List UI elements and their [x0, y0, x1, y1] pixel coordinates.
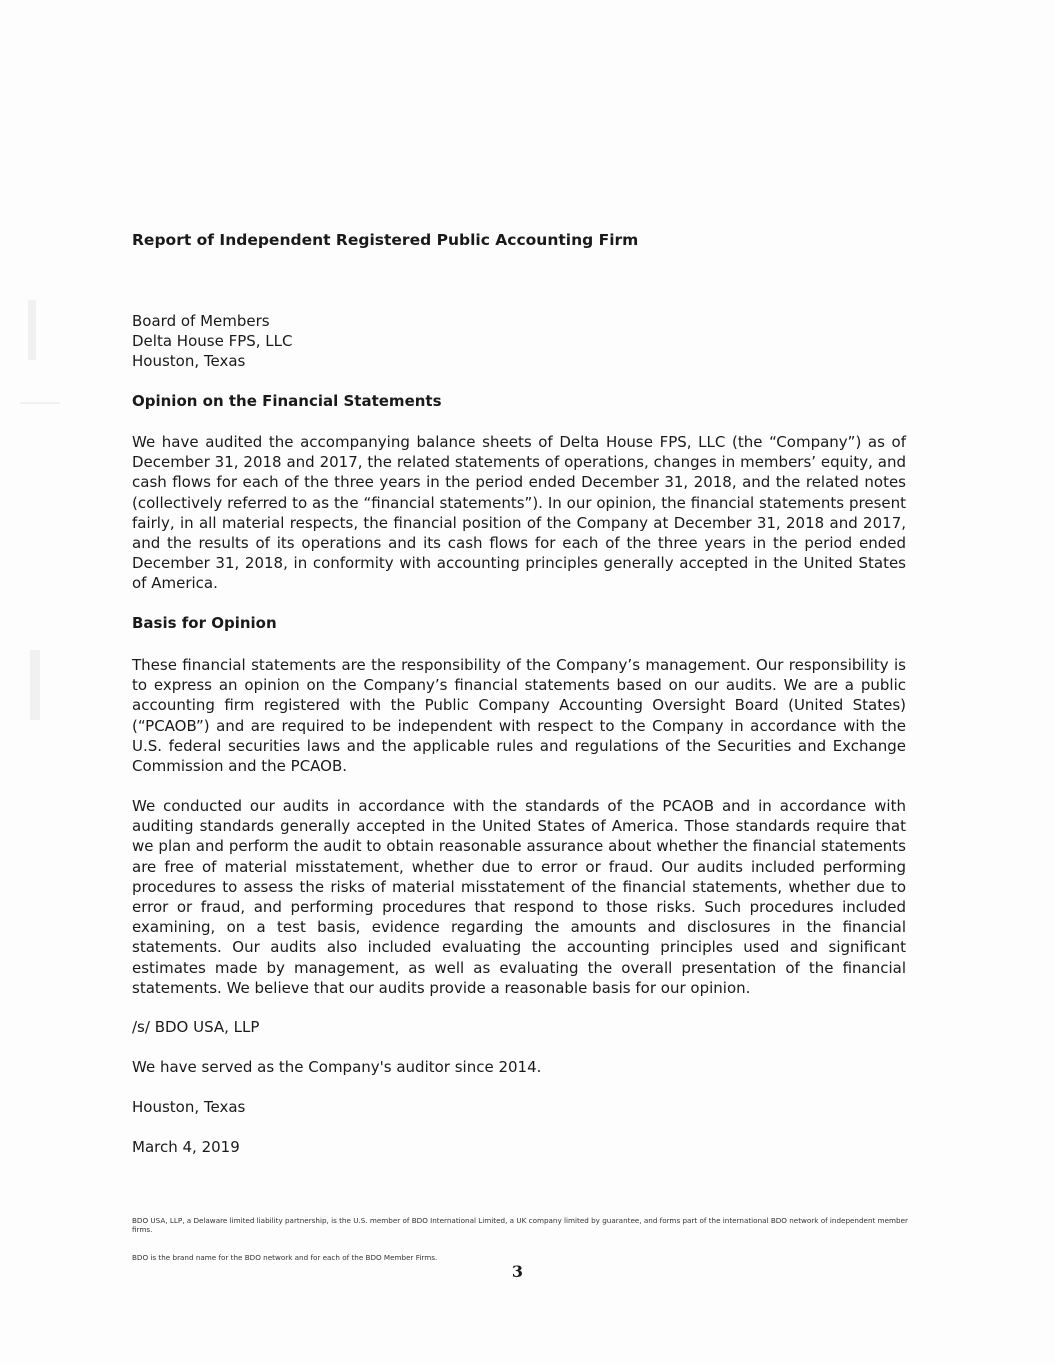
addressee-line: Houston, Texas — [132, 352, 246, 371]
scan-artifact — [20, 402, 60, 404]
addressee-line: Delta House FPS, LLC — [132, 332, 293, 351]
opinion-paragraph: We have audited the accompanying balance sheets of Delta House FPS, LLC (the “Company”) as of December 31, 2018 and 2017, the related statements of operations, changes in members’ equity, and cash flows for each of the three years in the period ended December 31, 2018, and the related notes (collectively referred to as the “financial statements”). In our opinion, the financial statements present fairly, in all material respects, the financial position of the Company at December 31, 2018 and 2017, and the results of its operations and its cash flows for each of the three years in the period ended December 31, 2018, in conformity with accounting principles generally accepted in the United States of America. — [132, 433, 906, 593]
basis-paragraph-2: We conducted our audits in accordance with the standards of the PCAOB and in accordance with auditing standards generally accepted in the United States of America. Those standards require that we plan and perform the audit to obtain reasonable assurance about whether the financial statements are free of material misstatement, whether due to error or fraud. Our audits included performing procedures to assess the risks of material misstatement of the financial statements, whether due to error or fraud, and performing procedures that respond to those risks. Such procedures included examining, on a test basis, evidence regarding the amounts and disclosures in the financial statements. Our audits also included evaluating the accounting principles used and significant estimates made by management, as well as evaluating the overall presentation of the financial statements. We believe that our audits provide a reasonable basis for our opinion. — [132, 797, 906, 997]
addressee-block — [132, 311, 292, 372]
footer-legal-note: BDO USA, LLP, a Delaware limited liability partnership, is the U.S. member of BDO International Limited, a UK company limited by guarantee, and forms part of the international BDO network of independent member firms. — [132, 1216, 908, 1234]
report-title: Report of Independent Registered Public Accounting Firm — [132, 231, 639, 249]
scan-artifact — [28, 300, 36, 360]
addressee-line: Board of Members — [132, 312, 270, 330]
auditor-since: We have served as the Company's auditor since 2014. — [132, 1058, 542, 1076]
city: Houston, Texas — [132, 1098, 246, 1116]
signature: /s/ BDO USA, LLP — [132, 1018, 260, 1036]
page-number: 3 — [511, 1262, 524, 1281]
basis-heading: Basis for Opinion — [132, 614, 277, 632]
opinion-heading: Opinion on the Financial Statements — [132, 392, 442, 410]
basis-paragraph-1: These financial statements are the responsibility of the Company’s management. Our responsibility is to express an opinion on the Company’s financial statements based on our audits. We are a public accounting firm registered with the Public Company Accounting Oversight Board (United States) (“PCAOB”) and are required to be independent with respect to the Company in accordance with the U.S. federal securities laws and the applicable rules and regulations of the Securities and Exchange Commission and the PCAOB. — [132, 656, 906, 776]
footer-brand-note: BDO is the brand name for the BDO network and for each of the BDO Member Firms. — [132, 1253, 438, 1262]
report-date: March 4, 2019 — [132, 1138, 240, 1156]
scan-artifact — [30, 650, 40, 720]
